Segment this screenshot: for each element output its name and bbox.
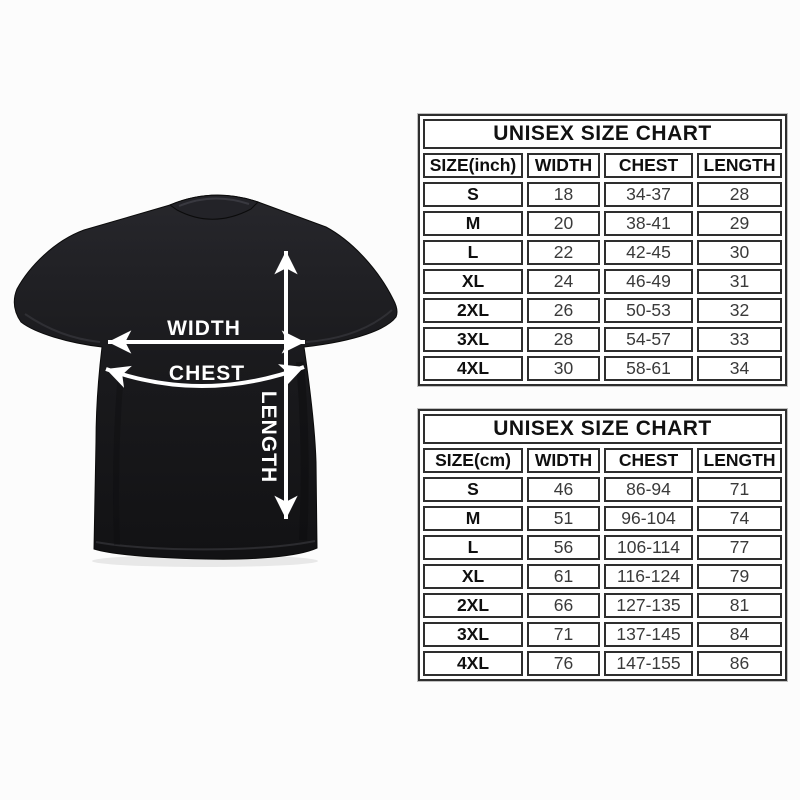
- value-cell: 71: [697, 477, 782, 502]
- value-cell: 56: [527, 535, 600, 560]
- value-cell: 137-145: [604, 622, 693, 647]
- value-cell: 84: [697, 622, 782, 647]
- size-cell: L: [423, 535, 523, 560]
- width-label: WIDTH: [167, 317, 241, 340]
- size-cell: 2XL: [423, 298, 523, 323]
- value-cell: 50-53: [604, 298, 693, 323]
- size-table-inch-grid: [423, 153, 782, 381]
- fold-right: [300, 362, 305, 540]
- size-cell: L: [423, 240, 523, 265]
- value-cell: 96-104: [604, 506, 693, 531]
- size-cell: 2XL: [423, 593, 523, 618]
- value-cell: 28: [527, 327, 600, 352]
- size-table-cm: [418, 409, 787, 681]
- size-cell: 3XL: [423, 622, 523, 647]
- value-cell: 66: [527, 593, 600, 618]
- size-cell: 4XL: [423, 356, 523, 381]
- value-cell: 38-41: [604, 211, 693, 236]
- header-cell: LENGTH: [697, 448, 782, 473]
- value-cell: 46-49: [604, 269, 693, 294]
- value-cell: 42-45: [604, 240, 693, 265]
- value-cell: 22: [527, 240, 600, 265]
- value-cell: 116-124: [604, 564, 693, 589]
- size-cell: M: [423, 211, 523, 236]
- value-cell: 127-135: [604, 593, 693, 618]
- table-title: UNISEX SIZE CHART: [423, 119, 782, 149]
- value-cell: 58-61: [604, 356, 693, 381]
- value-cell: 34-37: [604, 182, 693, 207]
- value-cell: 71: [527, 622, 600, 647]
- header-cell: WIDTH: [527, 448, 600, 473]
- value-cell: 51: [527, 506, 600, 531]
- header-cell: CHEST: [604, 448, 693, 473]
- value-cell: 54-57: [604, 327, 693, 352]
- value-cell: 76: [527, 651, 600, 676]
- value-cell: 24: [527, 269, 600, 294]
- value-cell: 81: [697, 593, 782, 618]
- header-cell: SIZE(inch): [423, 153, 523, 178]
- value-cell: 28: [697, 182, 782, 207]
- header-cell: WIDTH: [527, 153, 600, 178]
- value-cell: 26: [527, 298, 600, 323]
- value-cell: 32: [697, 298, 782, 323]
- value-cell: 31: [697, 269, 782, 294]
- value-cell: 106-114: [604, 535, 693, 560]
- header-cell: CHEST: [604, 153, 693, 178]
- value-cell: 33: [697, 327, 782, 352]
- size-table-inch: [418, 114, 787, 386]
- value-cell: 18: [527, 182, 600, 207]
- value-cell: 34: [697, 356, 782, 381]
- value-cell: 77: [697, 535, 782, 560]
- value-cell: 46: [527, 477, 600, 502]
- size-cell: S: [423, 182, 523, 207]
- header-cell: LENGTH: [697, 153, 782, 178]
- value-cell: 30: [697, 240, 782, 265]
- size-cell: XL: [423, 269, 523, 294]
- length-label: LENGTH: [257, 390, 280, 484]
- size-cell: 3XL: [423, 327, 523, 352]
- value-cell: 147-155: [604, 651, 693, 676]
- value-cell: 86: [697, 651, 782, 676]
- value-cell: 86-94: [604, 477, 693, 502]
- size-cell: S: [423, 477, 523, 502]
- chest-label: CHEST: [168, 362, 246, 385]
- value-cell: 74: [697, 506, 782, 531]
- size-cell: XL: [423, 564, 523, 589]
- header-cell: SIZE(cm): [423, 448, 523, 473]
- value-cell: 61: [527, 564, 600, 589]
- value-cell: 30: [527, 356, 600, 381]
- value-cell: 29: [697, 211, 782, 236]
- value-cell: 20: [527, 211, 600, 236]
- size-cell: 4XL: [423, 651, 523, 676]
- table-title: UNISEX SIZE CHART: [423, 414, 782, 444]
- value-cell: 79: [697, 564, 782, 589]
- size-table-cm-grid: [423, 448, 782, 676]
- size-cell: M: [423, 506, 523, 531]
